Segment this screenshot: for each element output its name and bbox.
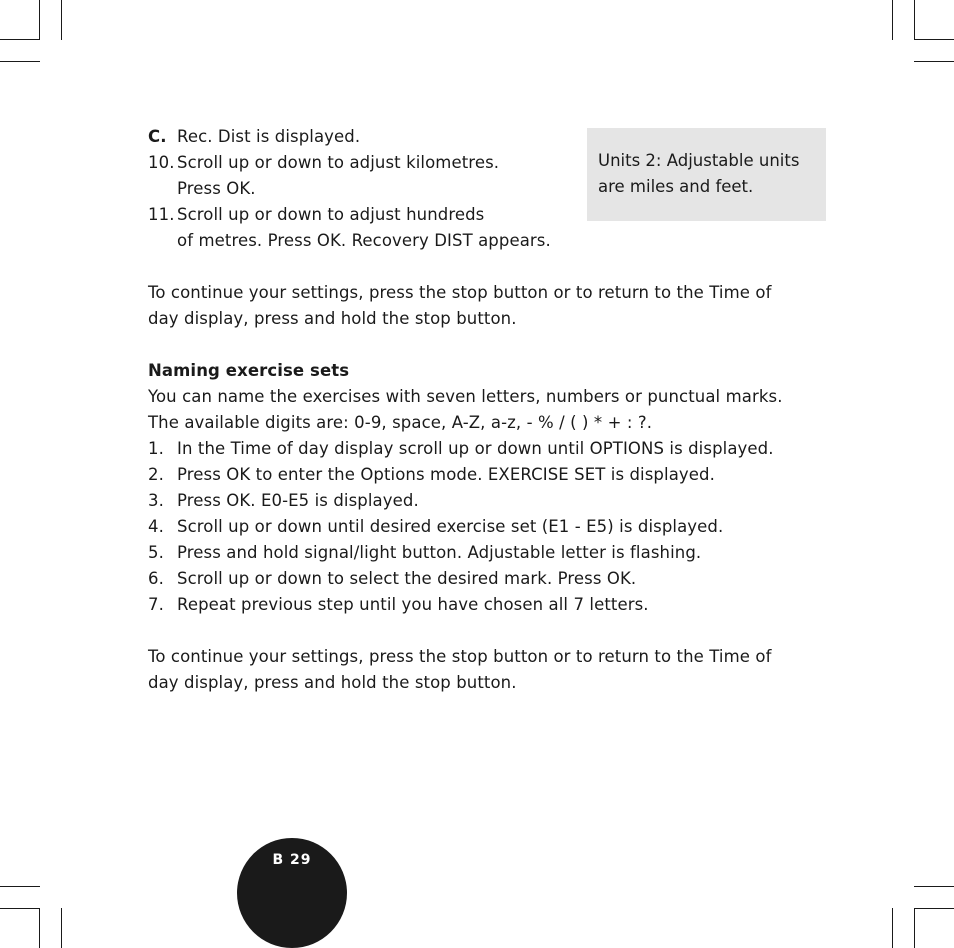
naming-step xyxy=(148,488,828,514)
step-text: Press OK. xyxy=(177,179,256,198)
crop-mark xyxy=(39,908,40,948)
naming-step xyxy=(148,436,828,462)
step-number: 2. xyxy=(148,465,164,484)
step-text: Rec. Dist is displayed. xyxy=(177,127,361,146)
step-text: Press and hold signal/light button. Adjustable letter is flashing. xyxy=(177,543,702,562)
naming-step xyxy=(148,462,828,488)
naming-step xyxy=(148,592,828,618)
step-number: 1. xyxy=(148,439,164,458)
intro-line: You can name the exercises with seven letters, numbers or punctual marks. xyxy=(148,387,783,406)
crop-mark xyxy=(914,0,915,40)
crop-mark xyxy=(61,908,62,948)
naming-step xyxy=(148,540,828,566)
page-number: B 29 xyxy=(272,852,312,868)
step-number: C. xyxy=(148,127,167,146)
crop-mark xyxy=(914,61,954,62)
units-note-box xyxy=(587,128,826,221)
step-number: 3. xyxy=(148,491,164,510)
step-number: 6. xyxy=(148,569,164,588)
step-number: 5. xyxy=(148,543,164,562)
step-number: 4. xyxy=(148,517,164,536)
step-row xyxy=(148,228,828,254)
continue-paragraph-line: To continue your settings, press the stop button or to return to the Time of xyxy=(148,647,772,666)
crop-mark xyxy=(892,0,893,40)
step-text: Repeat previous step until you have chosen all 7 letters. xyxy=(177,595,649,614)
step-text: Press OK. E0-E5 is displayed. xyxy=(177,491,419,510)
continue-paragraph-line: day display, press and hold the stop button. xyxy=(148,309,517,328)
step-number: 11. xyxy=(148,205,175,224)
continue-paragraph-line: To continue your settings, press the stop button or to return to the Time of xyxy=(148,283,772,302)
crop-mark xyxy=(914,908,915,948)
crop-mark xyxy=(914,39,954,40)
step-number: 7. xyxy=(148,595,164,614)
note-line: are miles and feet. xyxy=(598,177,754,196)
naming-step xyxy=(148,514,828,540)
crop-mark xyxy=(39,0,40,40)
step-text: of metres. Press OK. Recovery DIST appears. xyxy=(177,231,551,250)
intro-line: The available digits are: 0-9, space, A-Z, a-z, - % / ( ) * + : ?. xyxy=(148,413,653,432)
step-text: Scroll up or down to select the desired mark. Press OK. xyxy=(177,569,637,588)
note-line: Units 2: Adjustable units xyxy=(598,151,800,170)
step-text: Press OK to enter the Options mode. EXERCISE SET is displayed. xyxy=(177,465,715,484)
step-number: 10. xyxy=(148,153,175,172)
section-heading: Naming exercise sets xyxy=(148,361,350,380)
crop-mark xyxy=(0,61,40,62)
step-text: Scroll up or down to adjust hundreds xyxy=(177,205,485,224)
step-text: In the Time of day display scroll up or down until OPTIONS is displayed. xyxy=(177,439,774,458)
crop-mark xyxy=(914,886,954,887)
step-text: Scroll up or down to adjust kilometres. xyxy=(177,153,500,172)
continue-paragraph-line: day display, press and hold the stop button. xyxy=(148,673,517,692)
crop-mark xyxy=(61,0,62,40)
step-text: Scroll up or down until desired exercise set (E1 - E5) is displayed. xyxy=(177,517,724,536)
crop-mark xyxy=(892,908,893,948)
crop-mark xyxy=(914,908,954,909)
crop-mark xyxy=(0,908,40,909)
crop-mark xyxy=(0,886,40,887)
naming-step xyxy=(148,566,828,592)
crop-mark xyxy=(0,39,40,40)
